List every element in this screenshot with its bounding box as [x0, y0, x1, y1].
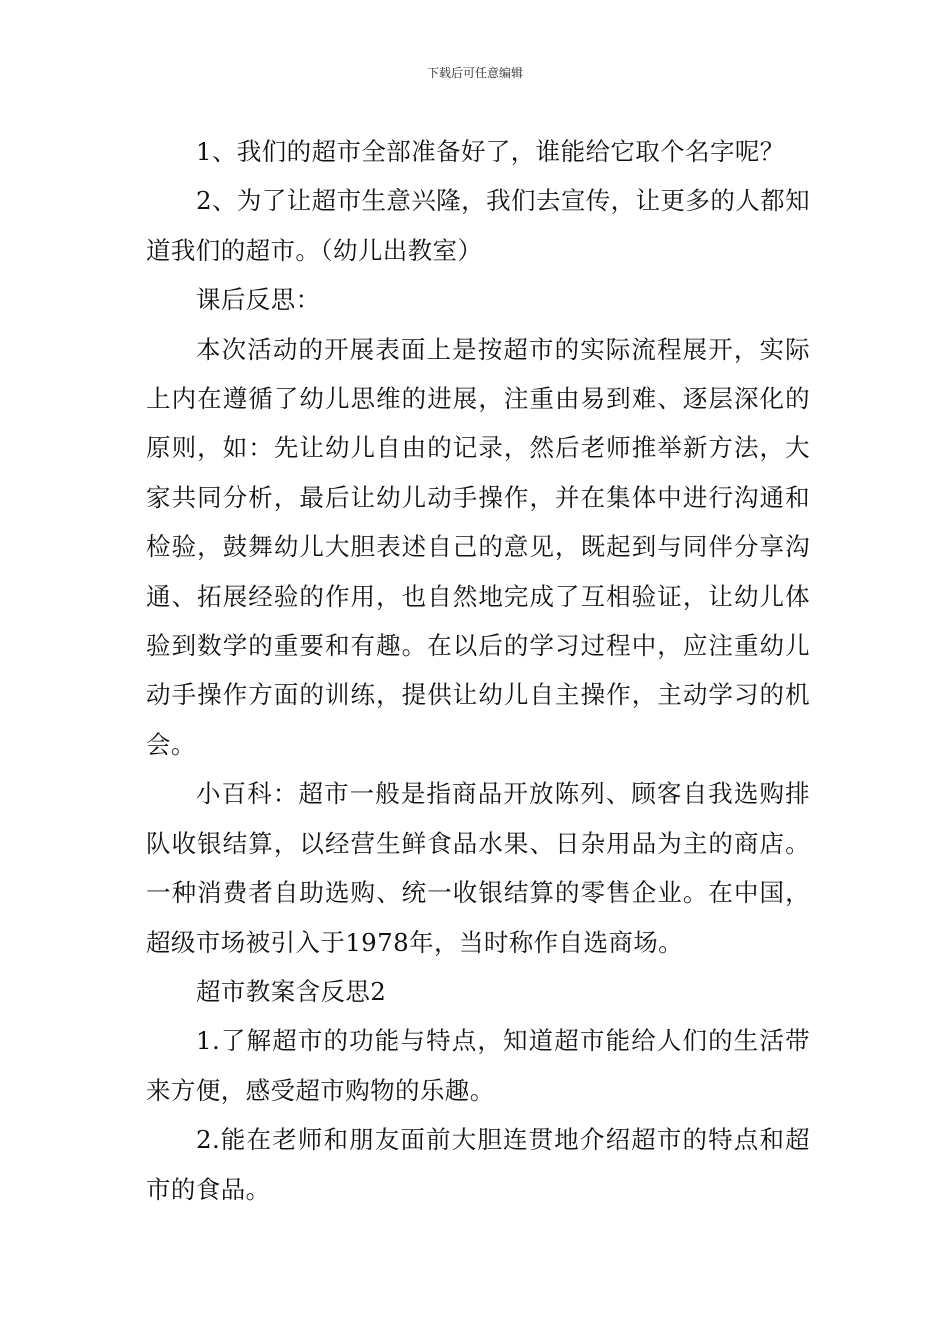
page-header: 下载后可任意编辑: [426, 66, 523, 80]
paragraph-activity-step-1: 1、我们的超市全部准备好了，谁能给它取个名字呢？: [196, 137, 785, 166]
paragraph-reflection: 本次活动的开展表面上是按超市的实际流程展开，实际上内在遵循了幼儿思维的进展，注重由易到难、逐层深化的原则，如：先让幼儿自由的记录，然后老师推举新方法，大家共同分析，最后让幼儿动手操作，并在集体中进行沟通和检验，鼓舞幼儿大胆表述自己的意见，既起到与同伴分享沟通、拓展经验的作用，也自然地完成了互相验证，让幼儿体验到数学的重要和有趣。在以后的学习过程中，应注重幼儿动手操作方面的训练，提供让幼儿自主操作，主动学习的机会。: [146, 334, 810, 759]
paragraph-encyclopedia: 小百科：超市一般是指商品开放陈列、顾客自我选购排队收银结算，以经营生鲜食品水果、日杂用品为主的商店。一种消费者自助选购、统一收银结算的零售企业。在中国，超级市场被引入于1978年，当时称作自选商场。: [146, 779, 810, 957]
paragraph-activity-step-2: 2、为了让超市生意兴隆，我们去宣传，让更多的人都知道我们的超市。（幼儿出教室）: [146, 186, 810, 265]
paragraph-goal-1: 1.了解超市的功能与特点，知道超市能给人们的生活带来方便，感受超市购物的乐趣。: [146, 1026, 810, 1105]
section-title: 超市教案含反思2: [196, 976, 387, 1006]
document-body: [146, 127, 810, 1214]
heading-reflection: 课后反思：: [196, 285, 321, 315]
paragraph-goal-2: 2.能在老师和朋友面前大胆连贯地介绍超市的特点和超市的食品。: [146, 1125, 810, 1204]
